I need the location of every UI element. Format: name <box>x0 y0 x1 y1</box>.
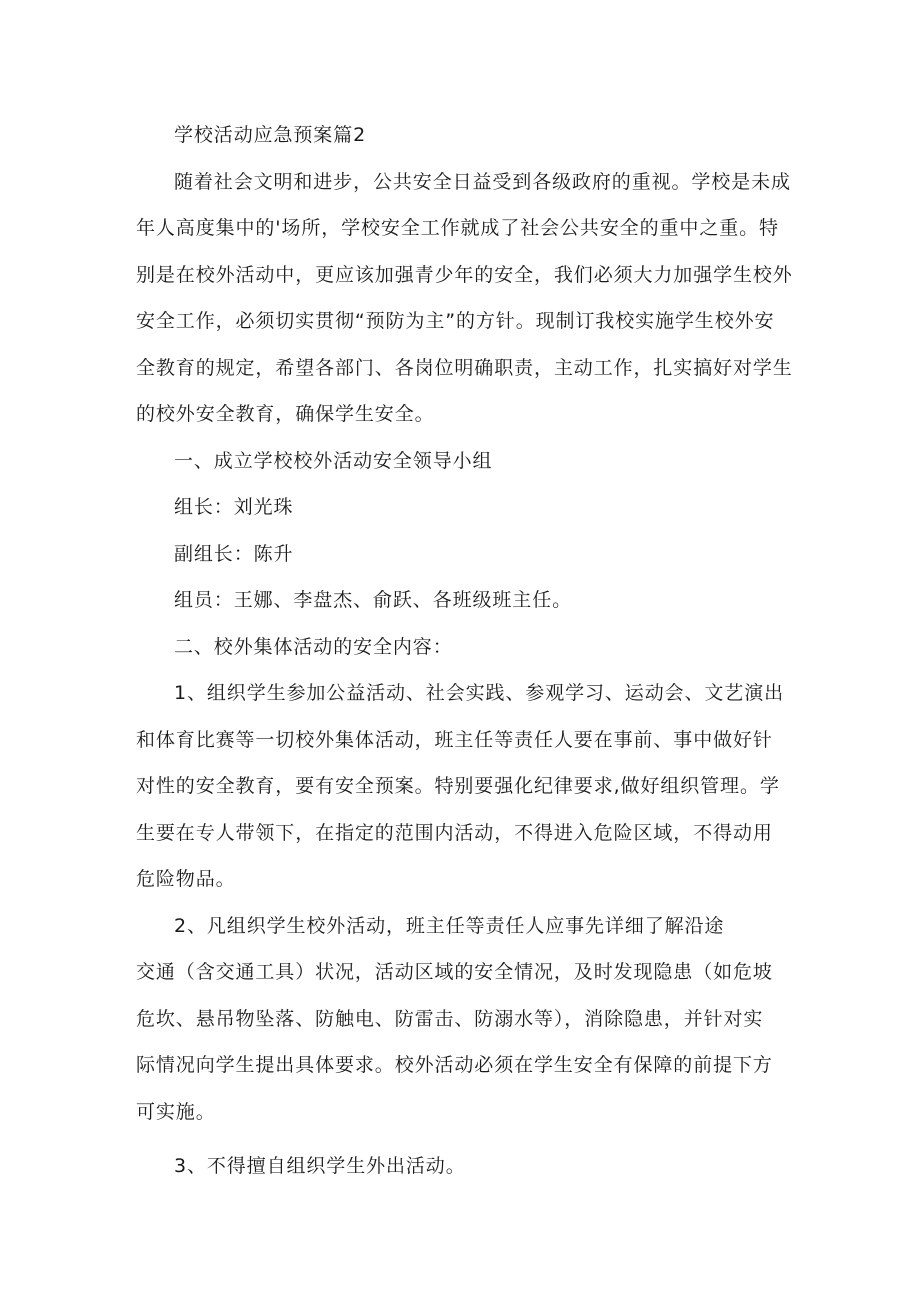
intro-line: 随着社会文明和进步，公共安全日益受到各级政府的重视。学校是未成 <box>174 170 791 193</box>
item3-line: 3、不得擅自组织学生外出活动。 <box>174 1155 466 1177</box>
intro-line: 别是在校外活动中，更应该加强青少年的安全，我们必须大力加强学生校外 <box>136 263 793 286</box>
item1-paragraph <box>136 670 796 903</box>
intro-line: 年人高度集中的'场所，学校安全工作就成了社会公共安全的重中之重。特 <box>136 217 779 239</box>
intro-paragraph <box>136 159 796 438</box>
item2-line: 际情况向学生提出具体要求。校外活动必须在学生安全有保障的前提下方 <box>136 1054 773 1076</box>
vice-leader-line: 副组长：陈升 <box>174 542 294 565</box>
members-line: 组员：王娜、李盘杰、俞跃、各班级班主任。 <box>174 589 573 611</box>
intro-line: 的校外安全教育，确保学生安全。 <box>136 403 435 425</box>
item1-line: 1、组织学生参加公益活动、社会实践、参观学习、运动会、文艺演出 <box>174 682 784 704</box>
leader-line: 组长：刘光珠 <box>174 496 294 518</box>
document-body <box>136 112 796 1190</box>
document-title: 学校活动应急预案篇2 <box>174 124 367 146</box>
section1-heading: 一、成立学校校外活动安全领导小组 <box>174 449 493 472</box>
item2-line: 危坎、悬吊物坠落、防触电、防雷击、防溺水等），消除隐患，并针对实 <box>136 1007 764 1030</box>
item1-line: 危险物品。 <box>136 868 236 890</box>
item2-line: 2、凡组织学生校外活动，班主任等责任人应事先详细了解沿途 <box>174 914 725 937</box>
item1-line: 生要在专人带领下，在指定的范围内活动，不得进入危险区域，不得动用 <box>136 821 773 844</box>
item2-line: 交通（含交通工具）状况，活动区域的安全情况，及时发现隐患（如危坡 <box>136 961 773 983</box>
item2-line: 可实施。 <box>136 1100 216 1123</box>
item1-line: 对性的安全教育，要有安全预案。特别要强化纪律要求,做好组织管理。学 <box>136 775 780 797</box>
item1-line: 和体育比赛等一切校外集体活动，班主任等责任人要在事前、事中做好针 <box>136 728 773 751</box>
section2-heading: 二、校外集体活动的安全内容： <box>174 635 453 658</box>
item2-paragraph <box>136 903 796 1136</box>
intro-line: 安全工作，必须切实贯彻“预防为主”的方针。现制订我校实施学生校外安 <box>136 310 775 332</box>
intro-line: 全教育的规定，希望各部门、各岗位明确职责，主动工作，扎实搞好对学生 <box>136 356 793 379</box>
